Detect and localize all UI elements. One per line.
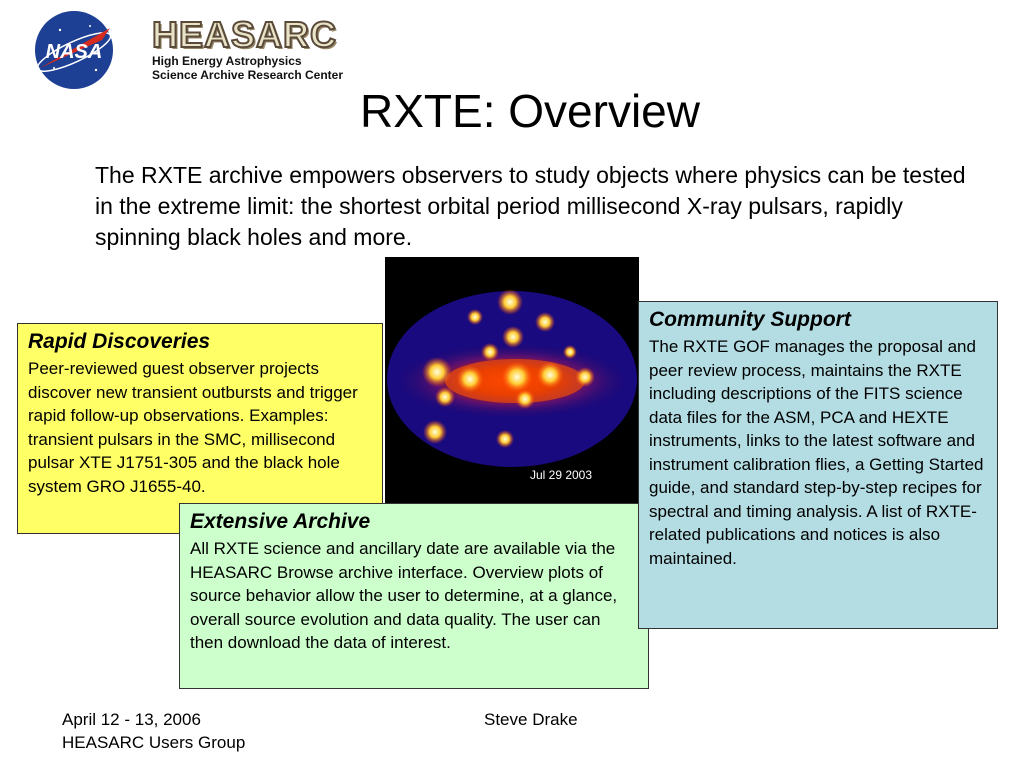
footer-left xyxy=(62,708,245,754)
image-date-caption: Jul 29 2003 xyxy=(529,468,593,482)
nasa-logo-text: NASA xyxy=(45,41,103,63)
extensive-archive-box xyxy=(179,503,649,689)
footer-date: April 12 - 13, 2006 xyxy=(62,710,201,729)
intro-paragraph: The RXTE archive empowers observers to study objects where physics can be tested in the extreme limit: the shortest orbital period millisecond X-ray pulsars, rapidly spinning black holes and more. xyxy=(95,162,966,250)
extensive-archive-body: All RXTE science and ancillary date are available via the HEASARC Browse archive interface. Overview plots of source behavior allow the user to determine, at a glance, overall source evolution and data quality. The user can then download the data of interest. xyxy=(190,539,618,652)
heasarc-subtitle xyxy=(152,54,343,82)
community-support-box xyxy=(638,301,998,629)
footer-event: HEASARC Users Group xyxy=(62,733,246,752)
heasarc-wordmark: HEASARC xyxy=(152,14,338,55)
extensive-archive-heading: Extensive Archive xyxy=(190,510,371,533)
slide-title: RXTE: Overview xyxy=(360,85,700,137)
rapid-discoveries-heading: Rapid Discoveries xyxy=(28,330,211,353)
heasarc-subtitle-line2: Science Archive Research Center xyxy=(152,68,343,82)
community-support-body: The RXTE GOF manages the proposal and peer review process, maintains the RXTE including descriptions of the FITS science data files for the ASM, PCA and HEXTE instruments, links to the latest software and instrument calibration flies, a Getting Started guide, and standard step-by-step recipes for spectral and timing analysis. A list of RXTE-related publications and notices is also maintained. xyxy=(649,337,984,568)
rxte-sky-image xyxy=(385,257,639,503)
community-support-heading: Community Support xyxy=(649,308,851,331)
rapid-discoveries-body: Peer-reviewed guest observer projects discover new transient outbursts and trigger rapid follow-up observations. Examples: transient pulsars in the SMC, millisecond pulsar XTE J1751-305 and the black hole system GRO J1655-40. xyxy=(28,359,358,496)
footer-presenter: Steve Drake xyxy=(484,710,578,729)
nasa-logo xyxy=(32,8,116,92)
heasarc-subtitle-line1: High Energy Astrophysics xyxy=(152,54,302,68)
